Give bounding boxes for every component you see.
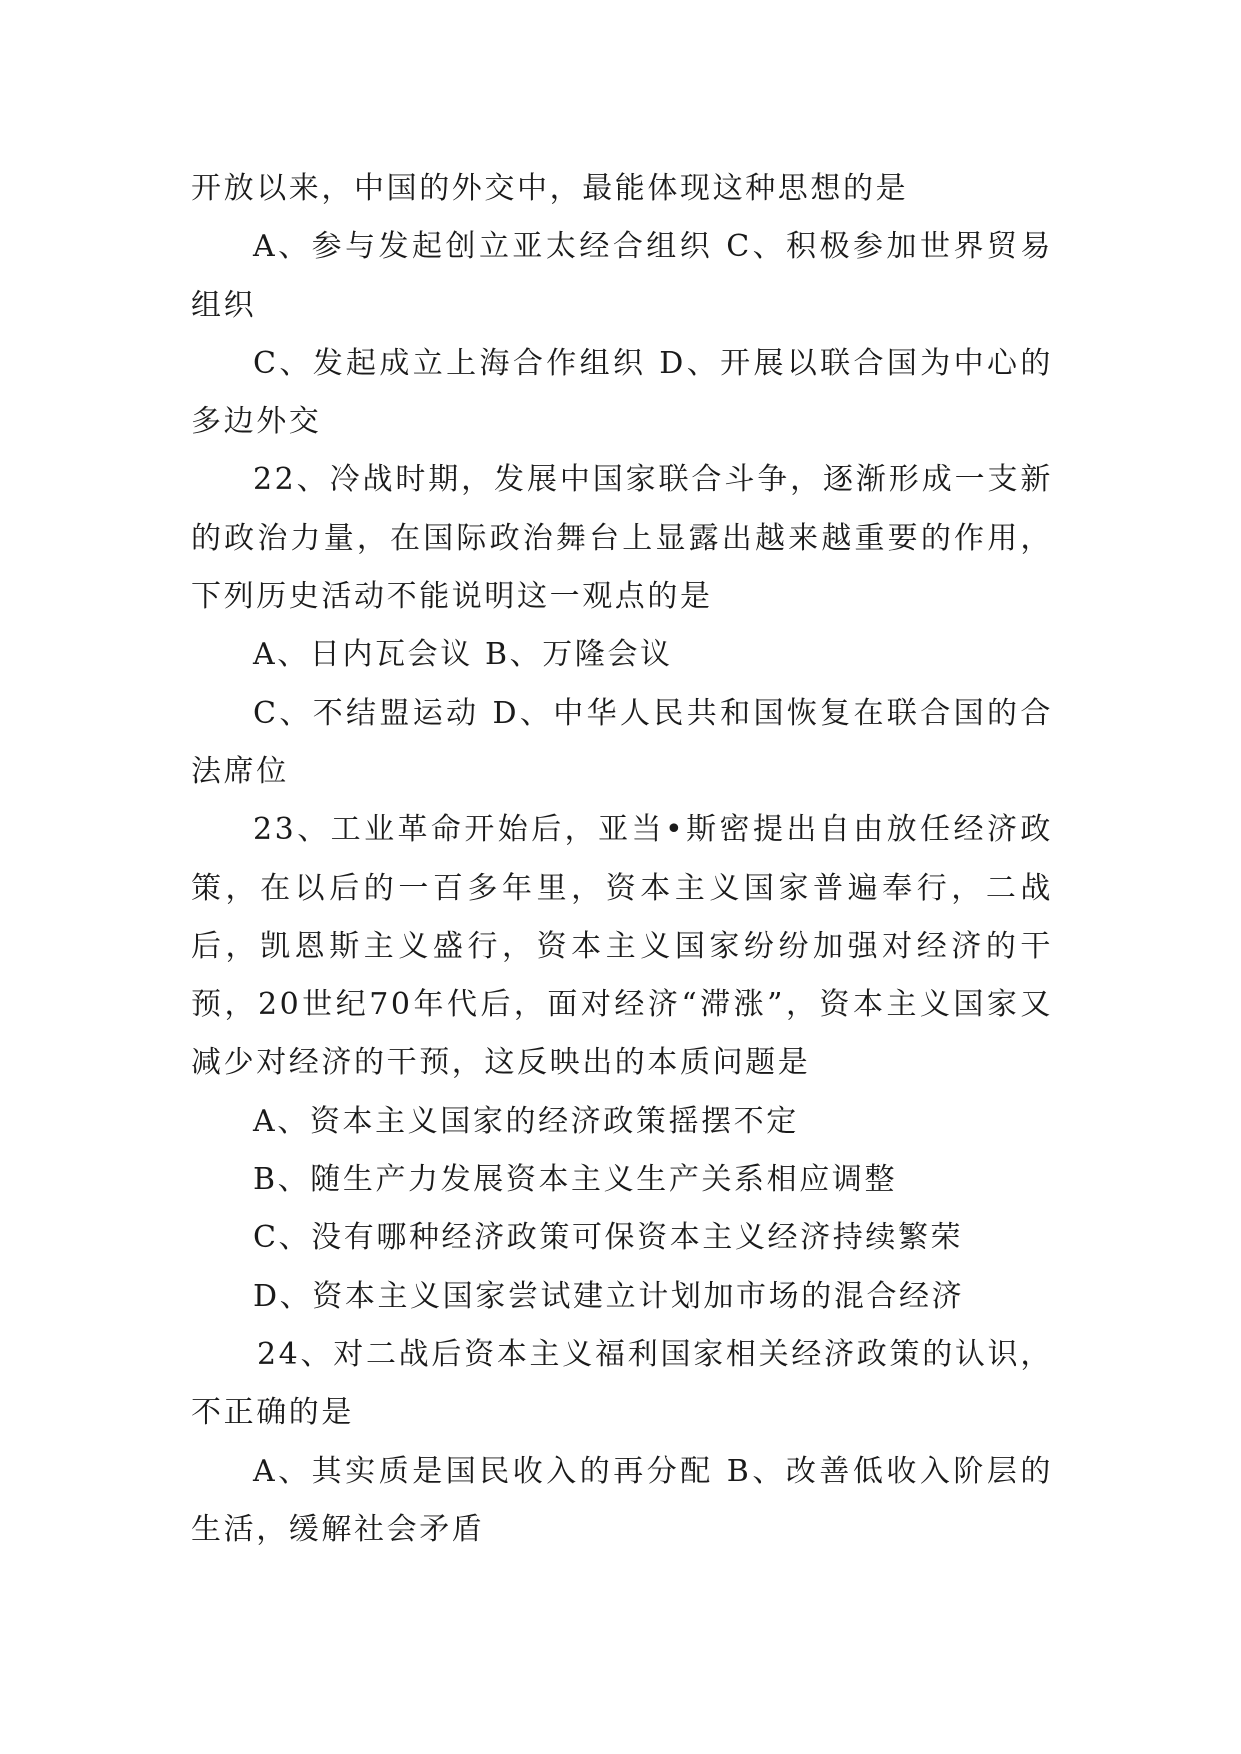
- question-22-options-c-d: C、不结盟运动 D、中华人民共和国恢复在联合国的合法席位: [191, 695, 1053, 789]
- question-23-option-d: D、资本主义国家尝试建立计划加市场的混合经济: [253, 1278, 965, 1314]
- question-23-stem: 23、工业革命开始后，亚当•斯密提出自由放任经济政策，在以后的一百多年里，资本主义国家普遍奉行，二战后，凯恩斯主义盛行，资本主义国家纷纷加强对经济的干预，20世纪70年代后，面对经济“滞涨”，资本主义国家又减少对经济的干预，这反映出的本质问题是: [191, 812, 1053, 1081]
- question-23-option-c: C、没有哪种经济政策可保资本主义经济持续繁荣: [253, 1220, 964, 1256]
- question-23-option-a: A、资本主义国家的经济政策摇摆不定: [253, 1103, 799, 1139]
- question-21-stem-continued: 开放以来，中国的外交中，最能体现这种思想的是: [191, 171, 909, 206]
- question-21-options-a-c: A、参与发起创立亚太经合组织 C、积极参加世界贸易组织: [191, 229, 1053, 323]
- question-22-stem: 22、冷战时期，发展中国家联合斗争，逐渐形成一支新的政治力量，在国际政治舞台上显露出越来越重要的作用，下列历史活动不能说明这一观点的是: [191, 462, 1053, 615]
- question-24-stem: 24、对二战后资本主义福利国家相关经济政策的认识，不正确的是: [191, 1336, 1053, 1431]
- question-24-options-a-b: A、其实质是国民收入的再分配 B、改善低收入阶层的生活，缓解社会矛盾: [191, 1453, 1053, 1547]
- question-23-option-b: B、随生产力发展资本主义生产关系相应调整: [253, 1162, 898, 1198]
- question-22-options-a-b: A、日内瓦会议 B、万隆会议: [253, 637, 673, 673]
- document-body: [191, 160, 1053, 1559]
- question-21-options-c-d: C、发起成立上海合作组织 D、开展以联合国为中心的多边外交: [191, 345, 1053, 440]
